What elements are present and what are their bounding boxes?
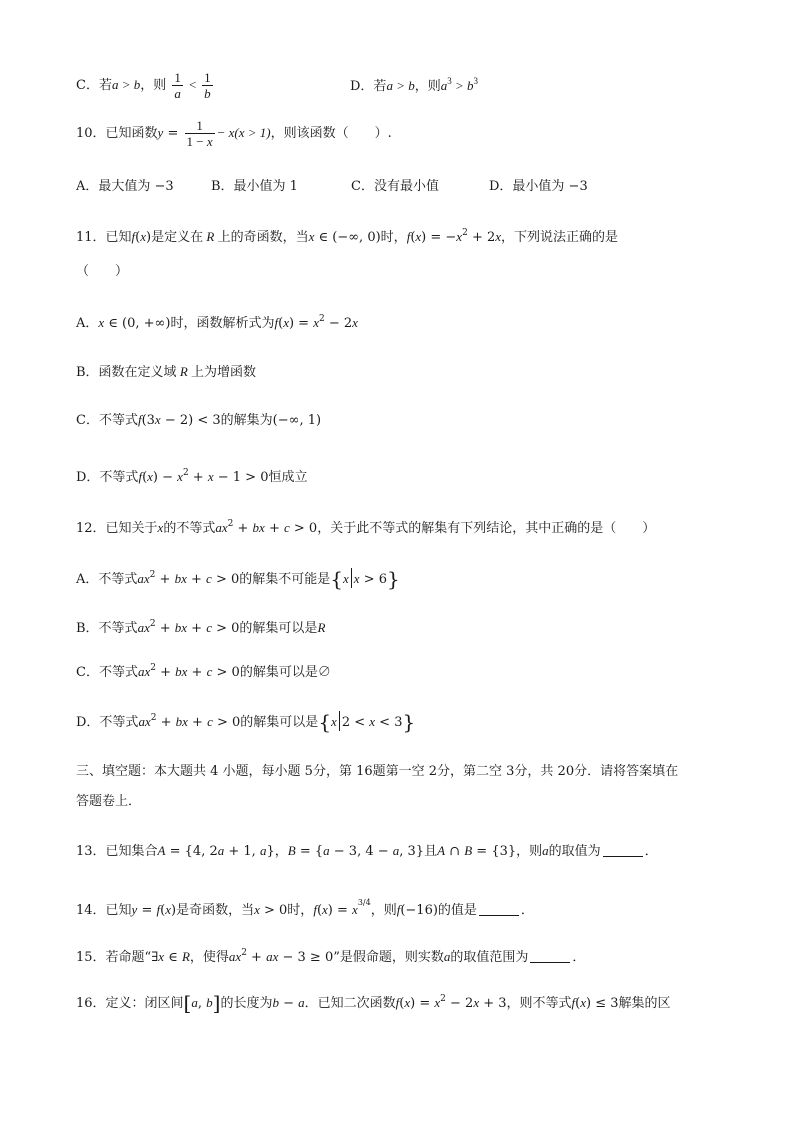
q16: 16．定义：闭区间[a, b]的长度为b − a．已知二次函数$f(x) = x^2 - 2x + 3$，则不等式f(x) ≤ 3解集的区 xyxy=(76,991,671,1015)
q10-option-b: B．最小值为 1 xyxy=(211,179,298,194)
q10-option-c: C．没有最小值 xyxy=(351,179,439,194)
q12-option-d: D．不等式$ax^2$ + bx + c > 0的解集可以是{x 2 < x < 3} xyxy=(76,710,416,734)
q11-paren: （ ） xyxy=(76,264,129,279)
q9-option-d: D．若a > b，则$a^3 > b^3$ xyxy=(350,76,479,94)
fraction-1-over-a: $\frac{1}{a}$ xyxy=(174,70,181,101)
answer-blank[interactable] xyxy=(479,903,519,916)
q12-option-b: B．不等式$ax^2$ + bx + c > 0的解集可以是R xyxy=(76,619,326,636)
q11-option-a: A．x ∈ (0, +∞)时，函数解析式为$f(x) = x^2 - 2x$ xyxy=(76,314,358,331)
q10-stem: 10．已知函数y = $\frac{1}{1 - x}$ − x(x > 1)，则该函数（ ）. xyxy=(76,118,392,149)
q10-option-d: D．最小值为 −3 xyxy=(489,179,588,194)
q12-option-c: C．不等式$ax^2$ + bx + c > 0的解集可以是∅ xyxy=(76,663,331,680)
fraction-1-over-1-minus-x: $\frac{1}{1 - x}$ xyxy=(186,118,213,149)
q12-stem: 12．已知关于x的不等式$ax^2$ + bx + c > 0，关于此不等式的解集有下列结论，其中正确的是（ ） xyxy=(76,519,656,536)
q13: 13．已知集合A = {4, 2a + 1, a}，B = {a − 3, 4 − a, 3}且A ∩ B = {3}，则a的取值为 ． xyxy=(76,843,658,859)
section-3-heading: 三、填空题：本大题共 4 小题，每小题 5分，第 16题第一空 2分，第二空 3分，共 20分．请将答案填在 xyxy=(76,764,679,779)
q10-options xyxy=(76,179,636,195)
q11-option-c: C．不等式f(3x − 2) < 3的解集为(−∞, 1) xyxy=(76,412,322,428)
section-3-heading-cont: 答题卷上． xyxy=(76,794,142,809)
q14: 14．已知y = f(x)是奇函数，当x > 0时，$f(x) = x^{3/4}$，则f(−16)的值是 ． xyxy=(76,898,534,918)
q9-c-condition: a > b xyxy=(111,77,141,92)
q11-option-d: D．不等式$f(x) - x^2 + x - 1 > 0$恒成立 xyxy=(76,468,308,485)
fraction-1-over-b: $\frac{1}{b}$ xyxy=(204,70,211,101)
q11-option-b: B．函数在定义域 R 上为增函数 xyxy=(76,364,257,380)
q15: 15．若命题“∃x ∈ R，使得$ax^2$ + ax − 3 ≥ 0”是假命题，则实数a的取值范围为 ． xyxy=(76,948,586,965)
q11-stem: 11．已知f(x)是定义在 R 上的奇函数，当x ∈ (−∞, 0)时，$f(x) = -x^2 + 2x$，下列说法正确的是 xyxy=(76,228,619,245)
answer-blank[interactable] xyxy=(530,950,570,963)
answer-blank[interactable] xyxy=(603,844,643,857)
q9-option-c: C．若a > b，则 $\frac{1}{a}$ < $\frac{1}{b}$ xyxy=(76,70,211,101)
q12-option-a: A．不等式$ax^2$ + bx + c > 0的解集不可能是{x x > 6} xyxy=(76,567,400,591)
q10-option-a: A．最大值为 −3 xyxy=(76,179,174,194)
